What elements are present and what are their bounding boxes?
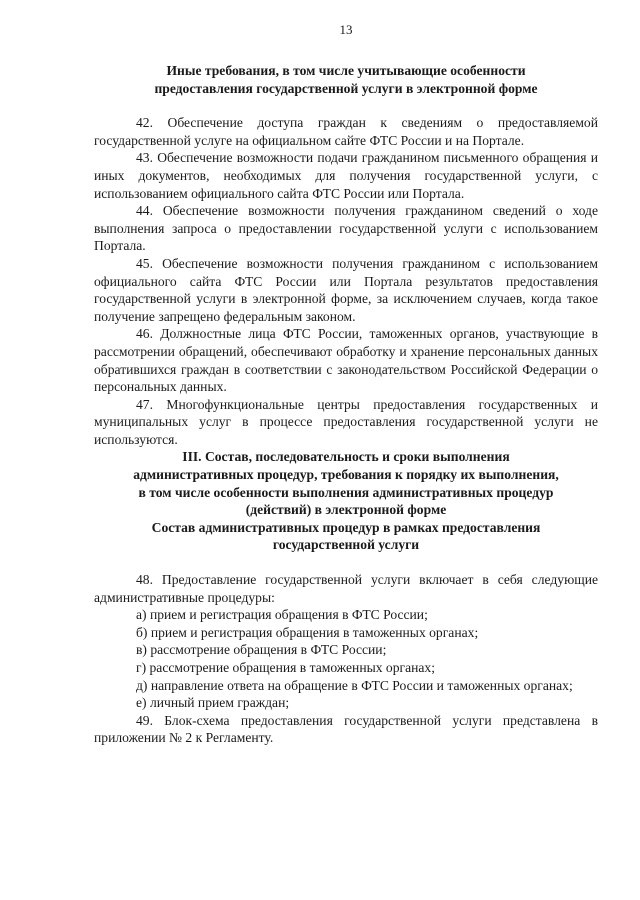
heading-line: административных процедур, требования к порядку их выполнения, (133, 467, 559, 483)
paragraph-47: 47. Многофункциональные центры предоставления государственных и муниципальных услуг в процессе предоставления государственной услуги не используются. (94, 396, 598, 447)
procedure-item-v: в) рассмотрение обращения в ФТС России; (136, 642, 387, 658)
section-heading-other-requirements (94, 62, 598, 97)
paragraph-44: 44. Обеспечение возможности получения гражданином сведений о ходе выполнения запроса о предоставлении государственной услуги с использованием Портала. (94, 203, 598, 254)
heading-line: государственной услуги (272, 537, 420, 553)
paragraph-42: 42. Обеспечение доступа граждан к сведениям о предоставляемой государственной услуге на официальном сайте ФТС России и на Портале. (94, 115, 598, 148)
heading-line: III. Состав, последовательность и сроки выполнения (182, 449, 510, 465)
page-number: 13 (339, 22, 353, 37)
heading-line: (действий) в электронной форме (245, 502, 447, 518)
paragraph-43: 43. Обеспечение возможности подачи гражданином письменного обращения и иных документов, необходимых для получения государственной услуги, с использованием официального сайта ФТС России или Портала. (94, 150, 598, 201)
heading-line: Состав административных процедур в рамках предоставления (151, 519, 541, 535)
paragraph-45: 45. Обеспечение возможности получения гражданином с использованием официального сайта ФТС России или Портала результатов предоставления государственной услуги в электронной форме, за исключением случаев, когда такое получение запрещено федеральным законом. (94, 255, 598, 324)
procedure-item-a: а) прием и регистрация обращения в ФТС России; (136, 607, 428, 623)
procedure-item-e: е) личный прием граждан; (136, 695, 290, 711)
heading-line: предоставления государственной услуги в электронной форме (154, 80, 538, 96)
procedure-item-d: д) направление ответа на обращение в ФТС России и таможенных органах; (136, 677, 573, 693)
paragraph-46: 46. Должностные лица ФТС России, таможенных органов, участвующие в рассмотрении обращений, обеспечивают обработку и хранение персональных данных обратившихся граждан в соответствии с законодательством Российской Федерации о персональных данных. (94, 326, 598, 395)
paragraph-49: 49. Блок-схема предоставления государственной услуги представлена в приложении № 2 к Регламенту. (94, 712, 598, 746)
heading-line: в том числе особенности выполнения административных процедур (138, 484, 554, 500)
paragraph-group-48-49 (94, 571, 598, 747)
procedure-item-g: г) рассмотрение обращения в таможенных органах; (136, 660, 436, 675)
procedure-item-b: б) прием и регистрация обращения в таможенных органах; (136, 624, 479, 640)
subsection-heading-procedures (94, 519, 598, 554)
section-heading-iii (94, 448, 598, 518)
paragraph-group-42-47 (94, 114, 598, 448)
heading-line: Иные требования, в том числе учитывающие особенности (166, 63, 526, 78)
paragraph-48: 48. Предоставление государственной услуги включает в себя следующие административные процедуры: (94, 572, 598, 605)
